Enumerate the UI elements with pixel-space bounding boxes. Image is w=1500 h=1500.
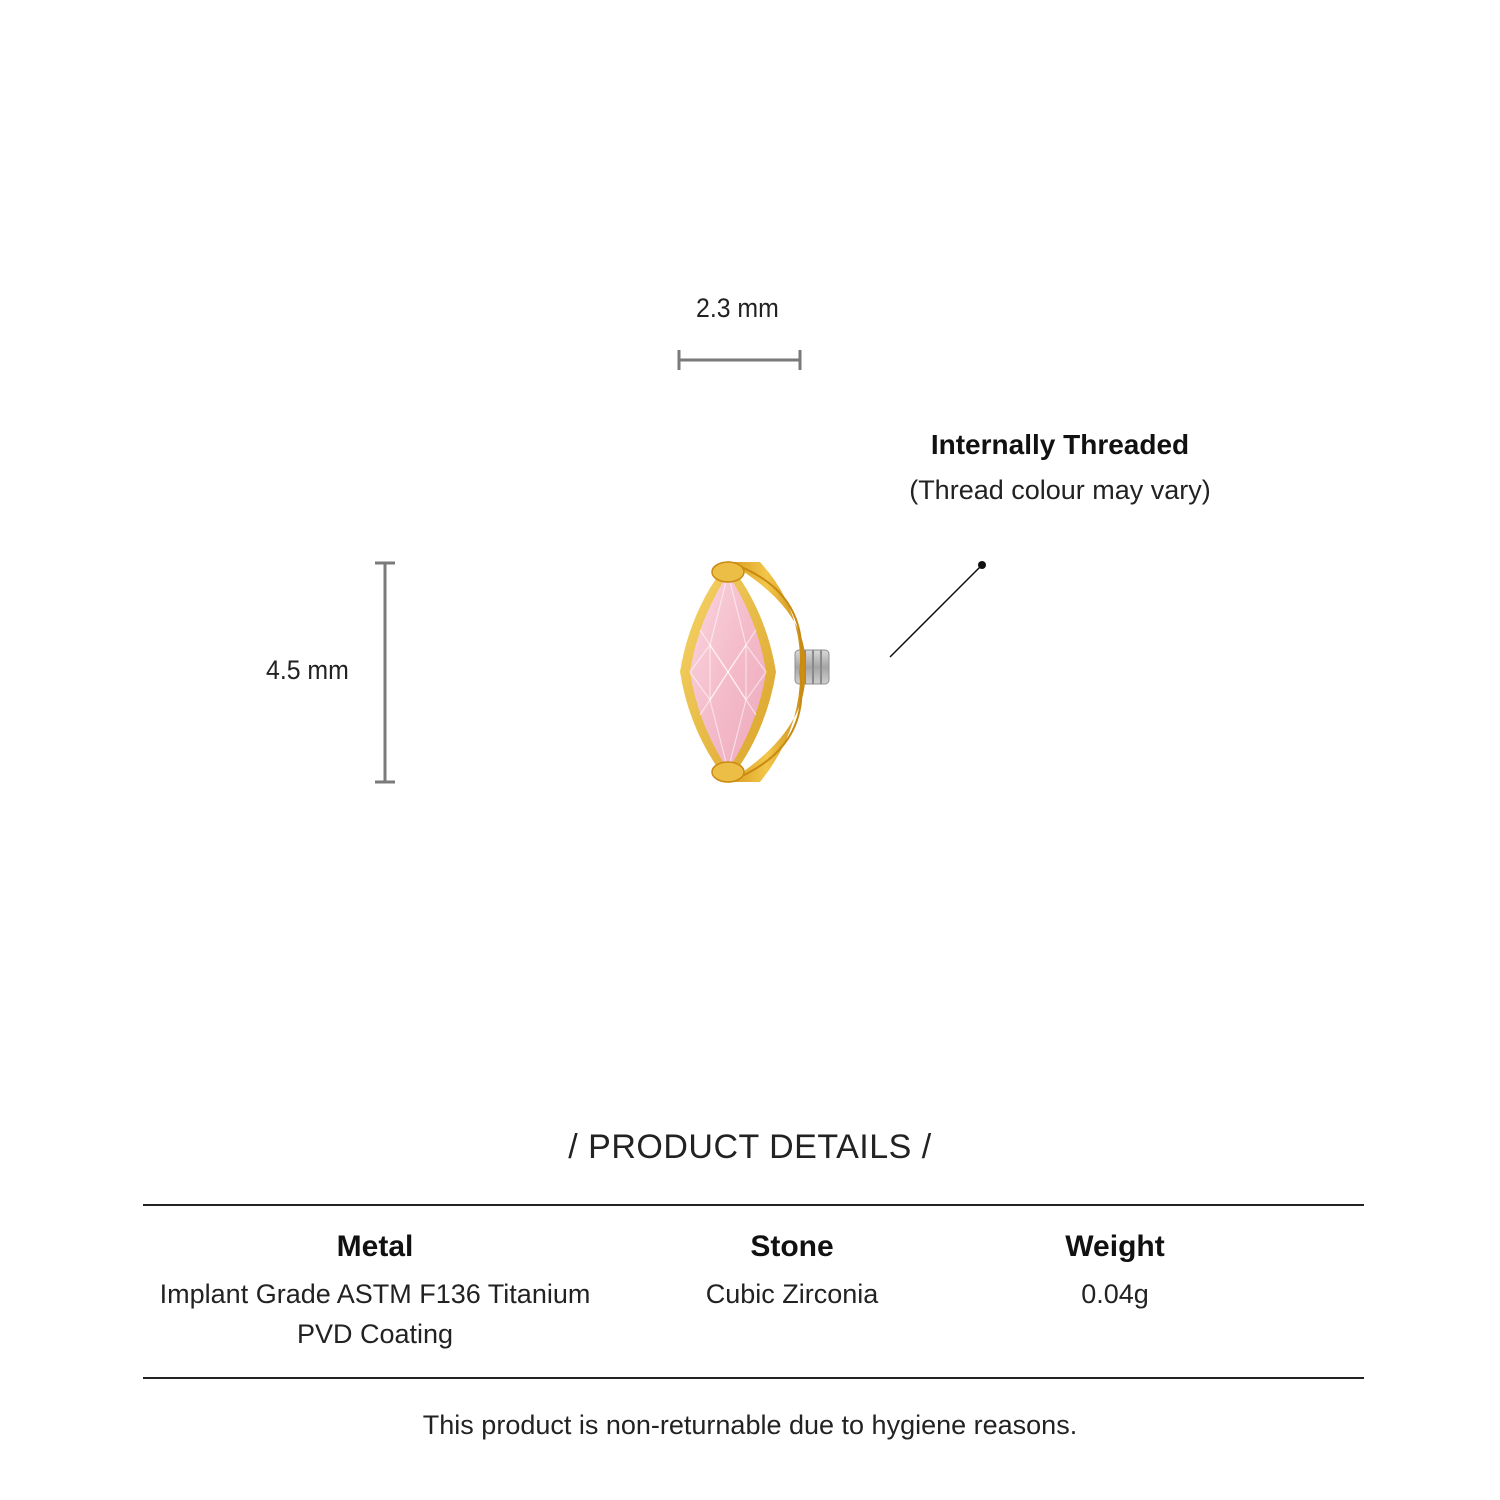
metal-column <box>135 1230 615 1354</box>
product-details-heading: / PRODUCT DETAILS / <box>568 1128 932 1166</box>
stone-label: Stone <box>750 1230 834 1263</box>
thread-callout-title: Internally Threaded <box>930 429 1190 460</box>
metal-value-line1: Implant Grade ASTM F136 Titanium <box>159 1279 591 1309</box>
bottom-prong <box>712 762 744 782</box>
width-dimension-line <box>672 345 807 375</box>
width-dimension-label: 2.3 mm <box>696 293 779 323</box>
details-top-divider <box>143 1204 1364 1206</box>
weight-column <box>965 1230 1265 1314</box>
metal-label: Metal <box>336 1230 414 1263</box>
stone-column <box>592 1230 992 1314</box>
height-dimension-label: 4.5 mm <box>266 655 349 685</box>
non-returnable-notice: This product is non-returnable due to hygiene reasons. <box>422 1410 1078 1440</box>
weight-label: Weight <box>1065 1230 1165 1263</box>
marquise-gem-top-image <box>660 550 840 800</box>
stone-value: Cubic Zirconia <box>705 1279 879 1309</box>
thread-callout-note: (Thread colour may vary) <box>909 475 1211 505</box>
metal-value <box>135 1274 615 1354</box>
metal-value-line2: PVD Coating <box>296 1319 454 1349</box>
details-bottom-divider <box>143 1377 1364 1379</box>
height-dimension-line <box>370 556 400 788</box>
thread-callout-pointer <box>880 555 995 665</box>
top-prong <box>712 562 744 582</box>
weight-value: 0.04g <box>1081 1279 1149 1309</box>
